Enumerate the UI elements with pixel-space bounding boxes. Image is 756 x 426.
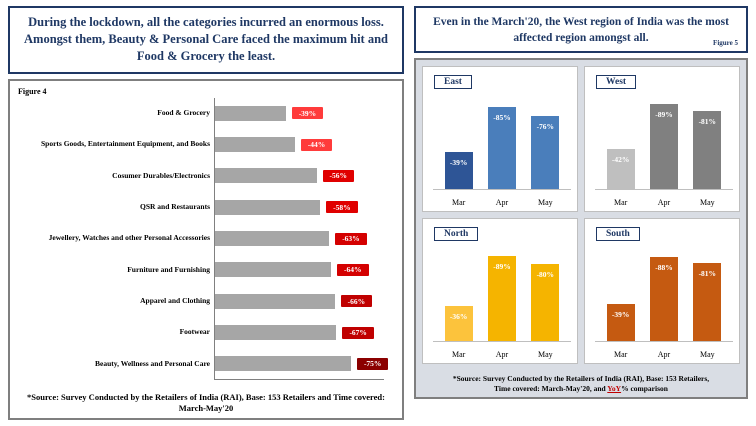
bar bbox=[650, 257, 678, 341]
right-source-line2 bbox=[422, 384, 740, 394]
bar-category-label: Cosumer Durables/Electronics bbox=[112, 170, 210, 180]
bar-value-label: -80% bbox=[536, 270, 555, 280]
bar bbox=[693, 263, 721, 341]
table-row bbox=[41, 137, 332, 152]
table-row bbox=[112, 168, 354, 183]
region-chart-north bbox=[422, 218, 578, 364]
right-chart-container bbox=[414, 58, 748, 399]
x-axis-labels bbox=[599, 198, 729, 207]
region-plot-area bbox=[599, 245, 729, 341]
bar-category-label: Apparel and Clothing bbox=[140, 295, 210, 305]
right-source-line1: *Source: Survey Conducted by the Retailers of India (RAI), Base: 153 Retailers, bbox=[452, 373, 710, 383]
bar-category-label: Jewellery, Watches and other Personal Accessories bbox=[48, 233, 210, 243]
bar-value-label: -81% bbox=[698, 269, 717, 279]
bar-value-label: -56% bbox=[323, 170, 355, 182]
region-title: West bbox=[596, 75, 636, 89]
bar bbox=[445, 306, 473, 341]
table-row bbox=[157, 106, 323, 121]
right-source-line2-b: % comparison bbox=[621, 383, 668, 393]
region-plot-area bbox=[437, 245, 567, 341]
right-source-line2-a: Time covered: March-May'20, and bbox=[494, 383, 608, 393]
table-row bbox=[127, 262, 369, 277]
x-tick-label: Apr bbox=[657, 198, 671, 208]
bar-value-label: -66% bbox=[341, 295, 373, 307]
bar-value-label: -44% bbox=[301, 139, 333, 151]
left-headline: During the lockdown, all the categories incurred an enormous loss. Amongst them, Beauty & Personal Care faced the maximum hit and Food & Grocery the least. bbox=[8, 6, 404, 74]
bar bbox=[650, 104, 678, 189]
region-title: East bbox=[434, 75, 472, 89]
left-source-note: *Source: Survey Conducted by the Retailers of India (RAI), Base: 153 Retailers and Time covered: March-May'20 bbox=[26, 391, 385, 413]
bar bbox=[215, 137, 295, 152]
bar bbox=[607, 149, 635, 189]
bar bbox=[215, 231, 329, 246]
bar-value-label: -89% bbox=[493, 261, 511, 271]
bar-category-label: Furniture and Furnishing bbox=[127, 264, 210, 274]
region-chart-east bbox=[422, 66, 578, 212]
bar-category-label: Sports Goods, Entertainment Equipment, and Books bbox=[41, 139, 210, 149]
bar bbox=[215, 262, 331, 277]
bar bbox=[445, 152, 473, 189]
x-tick-label: May bbox=[537, 350, 553, 360]
table-row bbox=[48, 231, 367, 246]
bar bbox=[215, 356, 351, 371]
region-chart-south bbox=[584, 218, 740, 364]
bar-value-label: -36% bbox=[449, 312, 468, 322]
x-tick-label: Mar bbox=[614, 350, 628, 360]
bar-category-label: Food & Grocery bbox=[157, 107, 210, 117]
bar bbox=[215, 106, 286, 121]
x-axis-line bbox=[595, 189, 733, 190]
bar-value-label: -81% bbox=[698, 117, 717, 127]
bar-value-label: -89% bbox=[655, 109, 673, 119]
bar-value-label: -75% bbox=[357, 358, 389, 370]
bar bbox=[531, 116, 559, 189]
bar bbox=[215, 325, 336, 340]
region-title: South bbox=[596, 227, 640, 241]
bar-category-label: Footwear bbox=[179, 327, 210, 337]
bar bbox=[693, 111, 721, 189]
x-tick-label: Mar bbox=[614, 198, 628, 208]
region-plot-area bbox=[437, 93, 567, 189]
x-tick-label: Mar bbox=[452, 198, 466, 208]
x-tick-label: Apr bbox=[657, 350, 671, 360]
right-headline: Even in the March'20, the West region of India was the most affected region amongst all. bbox=[433, 16, 729, 44]
bar-value-label: -39% bbox=[449, 157, 468, 167]
horizontal-bar-chart bbox=[41, 98, 384, 380]
x-axis-labels bbox=[437, 198, 567, 207]
bar-value-label: -64% bbox=[337, 264, 369, 276]
bar-value-label: -39% bbox=[292, 107, 324, 119]
bar bbox=[215, 168, 317, 183]
x-tick-label: Apr bbox=[495, 350, 509, 360]
region-title: North bbox=[434, 227, 478, 241]
bar bbox=[531, 264, 559, 341]
figure-5-label: Figure 5 bbox=[713, 38, 738, 47]
table-row bbox=[140, 294, 372, 309]
bar-category-label: QSR and Restaurants bbox=[139, 201, 210, 211]
table-row bbox=[179, 325, 374, 340]
bar-value-label: -88% bbox=[655, 262, 673, 272]
bar-value-label: -85% bbox=[493, 113, 511, 123]
x-axis-line bbox=[433, 341, 571, 342]
x-tick-label: May bbox=[699, 198, 715, 208]
region-chart-west bbox=[584, 66, 740, 212]
bar-value-label: -63% bbox=[335, 233, 367, 245]
x-axis-line bbox=[595, 341, 733, 342]
bar-category-label: Beauty, Wellness and Personal Care bbox=[95, 358, 210, 368]
bar bbox=[488, 107, 516, 189]
bar-value-label: -42% bbox=[611, 154, 630, 164]
x-axis-labels bbox=[437, 350, 567, 359]
x-axis-line bbox=[433, 189, 571, 190]
right-source-note bbox=[422, 374, 740, 394]
x-axis-labels bbox=[599, 350, 729, 359]
right-headline-box bbox=[414, 6, 748, 53]
bar-value-label: -67% bbox=[342, 327, 374, 339]
bar-value-label: -76% bbox=[536, 122, 555, 132]
region-plot-area bbox=[599, 93, 729, 189]
yoy-text: YoY bbox=[607, 383, 622, 393]
bar-value-label: -58% bbox=[326, 201, 358, 213]
x-tick-label: May bbox=[537, 198, 553, 208]
bar bbox=[488, 256, 516, 341]
table-row bbox=[139, 200, 358, 215]
x-tick-label: May bbox=[699, 350, 715, 360]
bar-value-label: -39% bbox=[611, 309, 630, 319]
x-tick-label: Apr bbox=[495, 198, 509, 208]
x-tick-label: Mar bbox=[452, 350, 466, 360]
left-chart-container bbox=[8, 79, 404, 420]
right-panel bbox=[412, 0, 756, 426]
bar bbox=[215, 294, 335, 309]
bar bbox=[215, 200, 320, 215]
table-row bbox=[95, 356, 388, 371]
region-charts-grid bbox=[422, 66, 740, 364]
bar bbox=[607, 304, 635, 341]
figure-4-label: Figure 4 bbox=[18, 86, 47, 96]
